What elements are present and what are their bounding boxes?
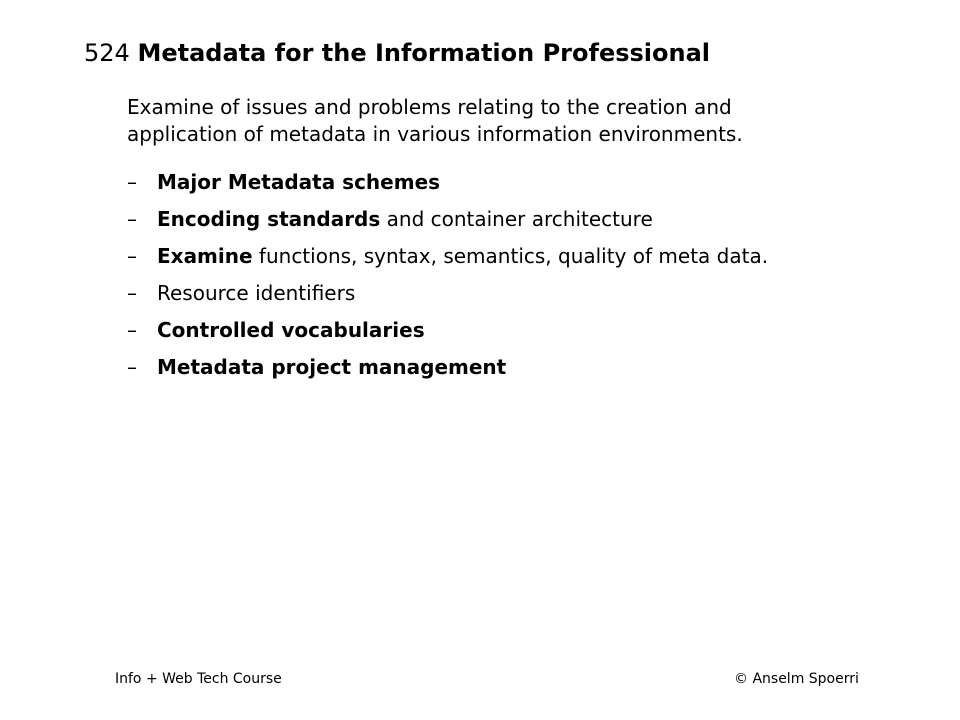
topic-bold-text: Controlled vocabularies <box>157 318 425 342</box>
slide-title <box>84 34 710 72</box>
topic-bold-text: Metadata project management <box>157 355 507 379</box>
dash-bullet: – <box>127 281 137 305</box>
topic-item <box>127 275 768 312</box>
dash-bullet: – <box>127 244 137 268</box>
topic-list <box>127 164 768 386</box>
course-number: 524 <box>84 39 138 67</box>
dash-bullet: – <box>127 355 137 379</box>
course-description <box>127 94 907 148</box>
footer-course-label: Info + Web Tech Course <box>115 671 282 687</box>
topic-item <box>127 349 768 386</box>
dash-bullet: – <box>127 207 137 231</box>
topic-bold-text: Encoding standards <box>157 207 381 231</box>
topic-item <box>127 238 768 275</box>
topic-bold-text: Major Metadata schemes <box>157 170 441 194</box>
topic-text: and container architecture <box>380 207 653 231</box>
topic-item <box>127 312 768 349</box>
dash-bullet: – <box>127 318 137 342</box>
topic-item <box>127 164 768 201</box>
description-line-2: application of metadata in various information environments. <box>127 122 743 146</box>
dash-bullet: – <box>127 170 137 194</box>
course-name: Metadata for the Information Professional <box>137 39 711 67</box>
topic-bold-text: Examine <box>157 244 253 268</box>
topic-text: functions, syntax, semantics, quality of meta data. <box>252 244 769 268</box>
description-line-1: Examine of issues and problems relating to the creation and <box>127 95 732 119</box>
topic-item <box>127 201 768 238</box>
footer-copyright: © Anselm Spoerri <box>734 671 859 687</box>
topic-text: Resource identifiers <box>157 281 356 305</box>
